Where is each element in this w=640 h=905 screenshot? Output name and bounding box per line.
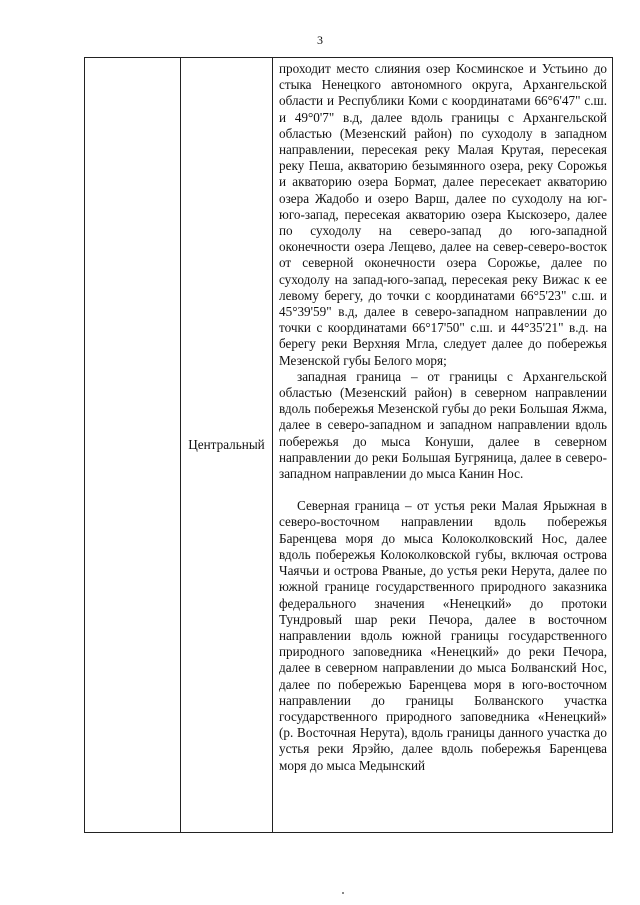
boundary-paragraph-east: проходит место слияния озер Косминское и Устьино до стыка Ненецкого автономного округа, Архангельской области и Республики Коми с координатами 66°6'47" с.ш. и 49°0'7" в.д, далее вдоль границы с Архангельской областью (Мезенский район) по суходолу в западном направлении, пересекая реку Малая Крутая, пересекая реку Пеша, акваторию безымянного озера, реку Сорожья и акваторию озера Бормат, далее пересекает акваторию озера Жадобо и озеро Варш, далее по суходолу на юг-юго-запад, пересекая акваторию озера Кыскозеро, далее по суходолу на северо-запад до юго-западной оконечности озера Лещево, далее на север-северо-восток от северной оконечности озера Сорожье, далее по суходолу на запад-юго-запад, пересекая реку Вижас к ее левому берегу, до точки с координатами 66°5'23" с.ш. и 45°39'59" в.д, далее в северо-западном направлении до точки с координатами 66°17'50" с.ш. и 44°35'21" в.д. на берегу реки Верхняя Мгла, следует далее до побережья Мезенской губы Белого моря; [279, 61, 607, 368]
page-number: 3 [317, 33, 323, 47]
region-name: Центральный [188, 437, 265, 452]
boundaries-table [84, 57, 613, 833]
scan-speck [342, 892, 344, 894]
boundary-paragraph-north: Северная граница – от устья реки Малая Ярыжная в северо-восточном направлении вдоль побережья Баренцева моря до мыса Колоколковский Нос, далее вдоль побережья Колоколковской губы, включая острова Чаячьи и острова Рваные, до устья реки Нерута, далее по южной границе государственного природного заказника федерального значения «Ненецкий» до протоки Тундровый шар реки Печора, далее в восточном направлении вдоль южной границы государственного природного заповедника «Ненецкий» до реки Печора, далее в северном направлении до мыса Болванский Нос, далее по побережью Баренцева моря в юго-восточном направлении до границы Болванского участка государственного природного заповедника «Ненецкий» (р. Восточная Нерута), вдоль границы данного участка до устья реки Ярэйю, далее вдоль побережья Баренцева моря до мыса Медынский [279, 498, 607, 773]
table-row [85, 58, 613, 833]
empty-cell [85, 58, 181, 833]
region-cell [181, 58, 273, 833]
paragraph-gap [279, 482, 607, 498]
boundary-paragraph-west: западная граница – от границы с Архангельской областью (Мезенский район) в северном направлении вдоль побережья Мезенской губы до реки Большая Яжма, далее в северо-западном и западном направлении вдоль побережья до мыса Конуши, далее в северном направлении до реки Большая Бугряница, далее в северо-западном направлении до мыса Канин Нос. [279, 368, 607, 482]
boundary-description-cell [273, 58, 613, 833]
